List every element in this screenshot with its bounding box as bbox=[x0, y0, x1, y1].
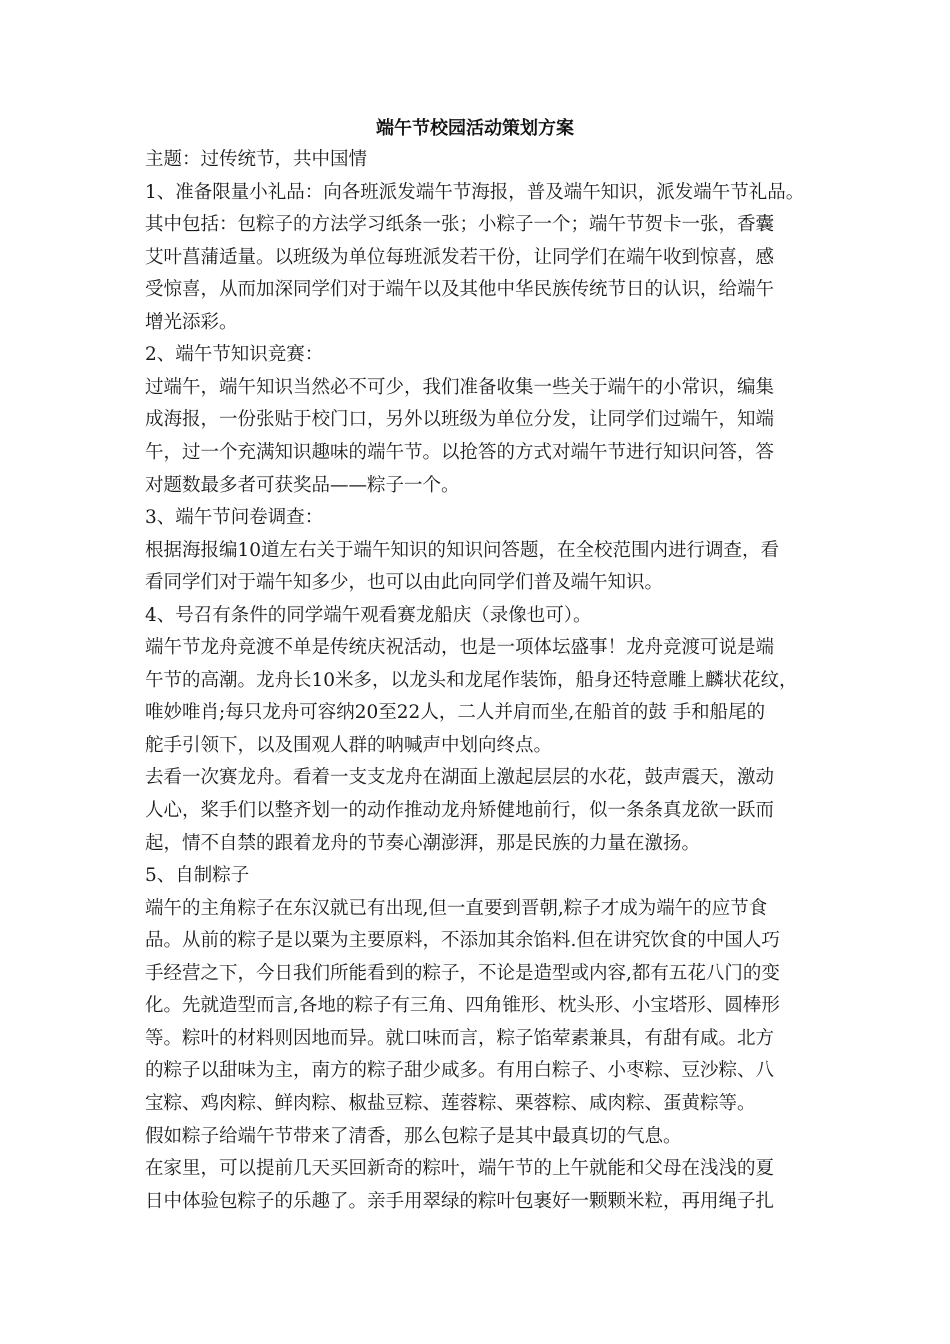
body-line: 根据海报编10道左右关于端午知识的知识问答题，在全校范围内进行调查，看 bbox=[145, 540, 780, 561]
body-line: 受惊喜，从而加深同学们对于端午以及其他中华民族传统节日的认识，给端午 bbox=[145, 279, 775, 300]
body-line: 唯妙唯肖;每只龙舟可容纳20至22人，二人并肩而坐,在船首的鼓 手和船尾的 bbox=[145, 702, 766, 723]
document-title: 端午节校园活动策划方案 bbox=[376, 118, 574, 139]
body-line: 等。粽叶的材料则因地而异。就口味而言，粽子馅荤素兼具，有甜有咸。北方 bbox=[145, 1028, 775, 1049]
body-line: 舵手引领下，以及围观人群的呐喊声中划向终点。 bbox=[145, 735, 553, 756]
body-line: 人心，桨手们以整齐划一的动作推动龙舟矫健地前行，似一条条真龙欲一跃而 bbox=[145, 800, 775, 821]
body-line: 日中体验包粽子的乐趣了。亲手用翠绿的粽叶包裹好一颗颗米粒，再用绳子扎 bbox=[145, 1191, 775, 1212]
body-line: 艾叶菖蒲适量。以班级为单位每班派发若干份，让同学们在端午收到惊喜，感 bbox=[145, 247, 775, 268]
body-line: 5、自制粽子 bbox=[145, 865, 250, 886]
body-line: 过端午，端午知识当然必不可少，我们准备收集一些关于端午的小常识，编集 bbox=[145, 377, 775, 398]
body-line: 端午的主角粽子在东汉就已有出现,但一直要到晋朝,粽子才成为端午的应节食 bbox=[145, 898, 768, 919]
body-line: 主题：过传统节，共中国情 bbox=[145, 149, 368, 170]
body-line: 手经营之下，今日我们所能看到的粽子，不论是造型或内容,都有五花八门的变 bbox=[145, 963, 780, 984]
body-line: 看同学们对于端午知多少，也可以由此向同学们普及端午知识。 bbox=[145, 572, 664, 593]
body-line: 端午节龙舟竞渡不单是传统庆祝活动，也是一项体坛盛事！龙舟竞渡可说是端 bbox=[145, 637, 775, 658]
body-line: 假如粽子给端午节带来了清香，那么包粽子是其中最真切的气息。 bbox=[145, 1126, 682, 1147]
body-line: 成海报，一份张贴于校门口，另外以班级为单位分发，让同学们过端午，知端 bbox=[145, 409, 775, 430]
body-line: 午节的高潮。龙舟长10米多，以龙头和龙尾作装饰，船身还特意雕上麟状花纹， bbox=[145, 670, 798, 691]
body-line: 4、号召有条件的同学端午观看赛龙船庆（录像也可）。 bbox=[145, 605, 592, 626]
body-line: 其中包括：包粽子的方法学习纸条一张；小粽子一个；端午节贺卡一张，香囊 bbox=[145, 214, 775, 235]
body-line: 3、端午节问卷调查： bbox=[145, 507, 324, 528]
body-line: 宝粽、鸡肉粽、鲜肉粽、椒盐豆粽、莲蓉粽、栗蓉粽、咸肉粽、蛋黄粽等。 bbox=[145, 1093, 756, 1114]
body-line: 的粽子以甜味为主，南方的粽子甜少咸多。有用白粽子、小枣粽、豆沙粽、八 bbox=[145, 1060, 775, 1081]
body-line: 对题数最多者可获奖品——粽子一个。 bbox=[145, 475, 460, 496]
body-line: 2、端午节知识竞赛： bbox=[145, 344, 324, 365]
body-line: 午，过一个充满知识趣味的端午节。以抢答的方式对端午节进行知识问答，答 bbox=[145, 442, 775, 463]
body-line: 起，情不自禁的跟着龙舟的节奏心潮澎湃，那是民族的力量在激扬。 bbox=[145, 833, 701, 854]
body-line: 品。从前的粽子是以粟为主要原料，不添加其余馅料.但在讲究饮食的中国人巧 bbox=[145, 930, 780, 951]
body-line: 增光添彩。 bbox=[145, 312, 238, 333]
body-line: 在家里，可以提前几天买回新奇的粽叶，端午节的上午就能和父母在浅浅的夏 bbox=[145, 1158, 775, 1179]
body-line: 去看一次赛龙舟。看着一支支龙舟在湖面上激起层层的水花，鼓声震天，激动 bbox=[145, 767, 775, 788]
body-line: 化。先就造型而言,各地的粽子有三角、四角锥形、枕头形、小宝塔形、圆棒形 bbox=[145, 995, 780, 1016]
body-line: 1、准备限量小礼品：向各班派发端午节海报，普及端午知识，派发端午节礼品。 bbox=[145, 182, 805, 203]
